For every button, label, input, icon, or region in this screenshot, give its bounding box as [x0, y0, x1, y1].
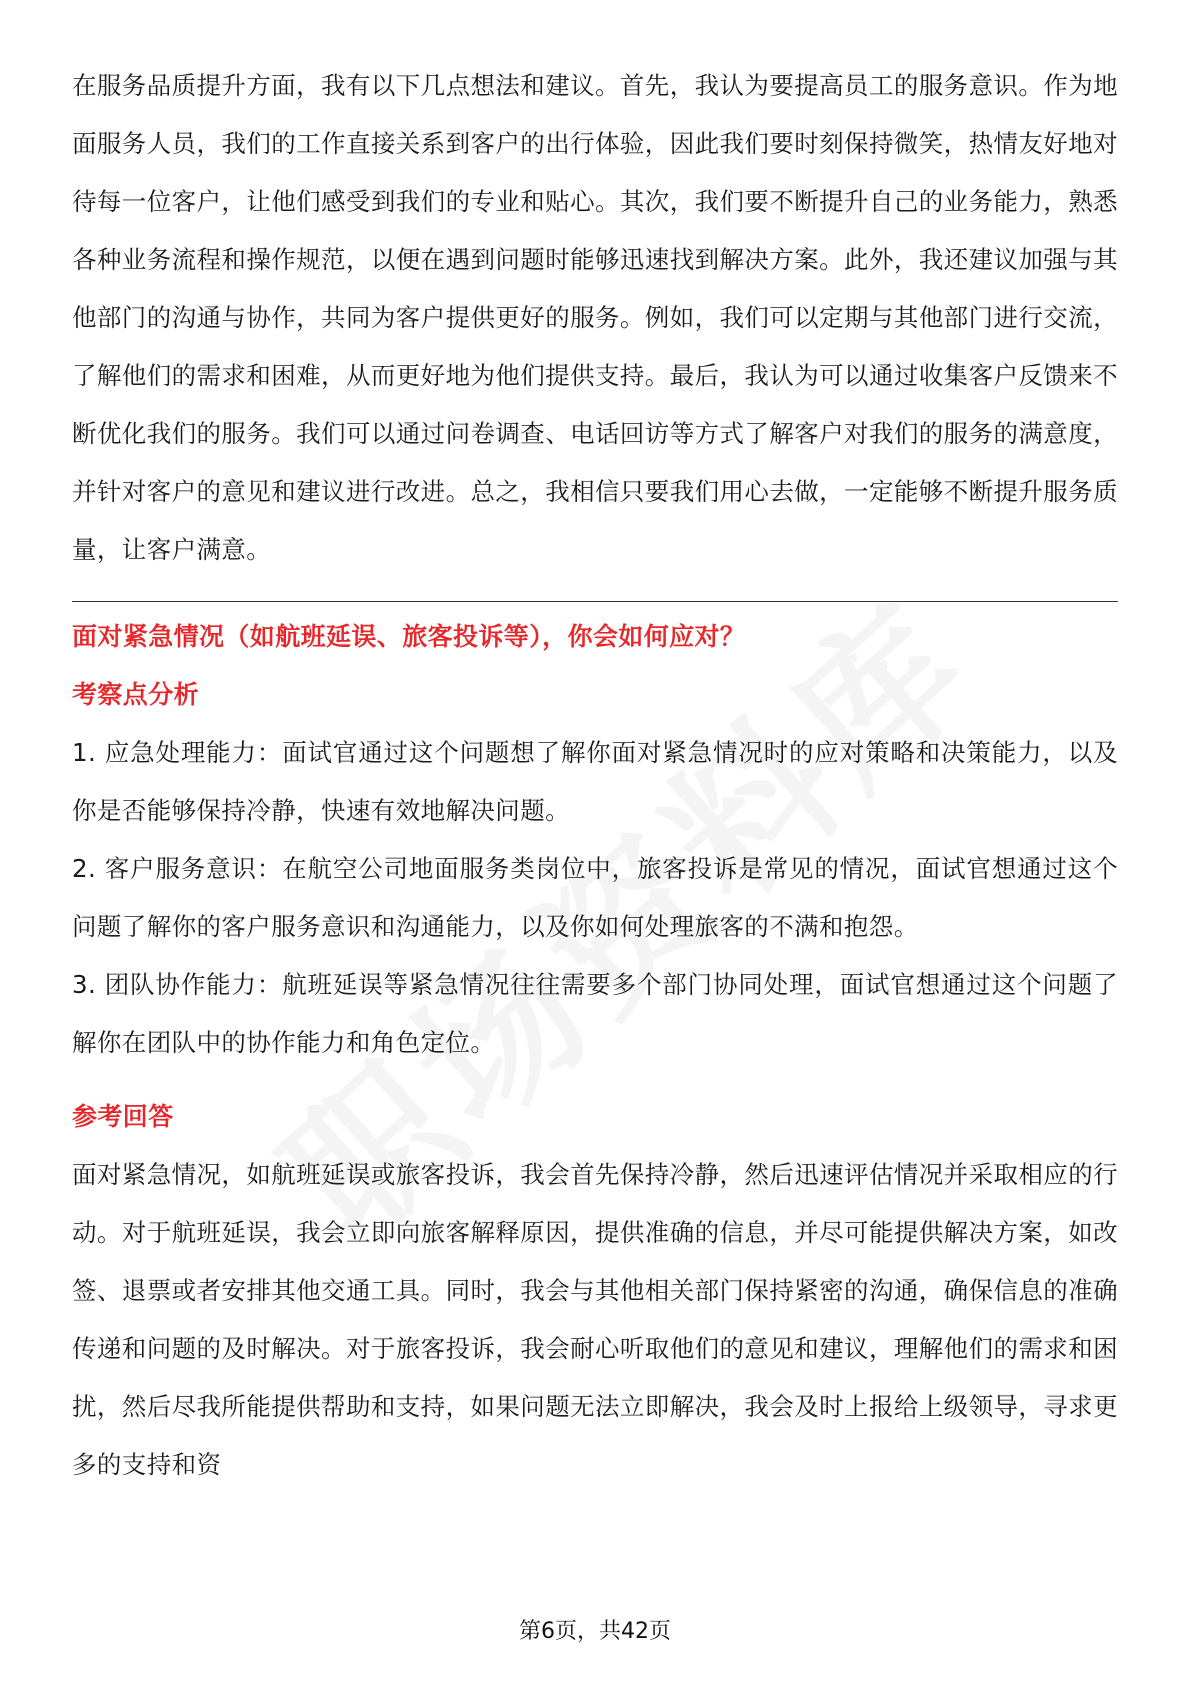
- analysis-heading: 考察点分析: [72, 680, 200, 709]
- section-divider: [72, 601, 1118, 602]
- reference-heading: 参考回答: [72, 1102, 174, 1131]
- analysis-item-3: 3. 团队协作能力：航班延误等紧急情况往往需要多个部门协同处理，面试官想通过这个问题了解你在团队中的协作能力和角色定位。: [72, 970, 1118, 1057]
- page-footer: 第6页，共42页: [519, 1619, 671, 1644]
- analysis-item-2: 2. 客户服务意识：在航空公司地面服务类岗位中，旅客投诉是常见的情况，面试官想通过这个问题了解你的客户服务意识和沟通能力，以及你如何处理旅客的不满和抱怨。: [72, 854, 1118, 941]
- question-title: 面对紧急情况（如航班延误、旅客投诉等），你会如何应对？: [72, 622, 746, 651]
- intro-paragraph: 在服务品质提升方面，我有以下几点想法和建议。首先，我认为要提高员工的服务意识。作为地面服务人员，我们的工作直接关系到客户的出行体验，因此我们要时刻保持微笑，热情友好地对待每一位客户，让他们感受到我们的专业和贴心。其次，我们要不断提升自己的业务能力，熟悉各种业务流程和操作规范，以便在遇到问题时能够迅速找到解决方案。此外，我还建议加强与其他部门的沟通与协作，共同为客户提供更好的服务。例如，我们可以定期与其他部门进行交流，了解他们的需求和困难，从而更好地为他们提供支持。最后，我认为可以通过收集客户反馈来不断优化我们的服务。我们可以通过问卷调查、电话回访等方式了解客户对我们的服务的满意度，并针对客户的意见和建议进行改进。总之，我相信只要我们用心去做，一定能够不断提升服务质量，让客户满意。: [72, 71, 1118, 564]
- analysis-item-1: 1. 应急处理能力：面试官通过这个问题想了解你面对紧急情况时的应对策略和决策能力，以及你是否能够保持冷静，快速有效地解决问题。: [72, 738, 1118, 825]
- document-page: [72, 57, 1118, 1494]
- reference-answer: 面对紧急情况，如航班延误或旅客投诉，我会首先保持冷静，然后迅速评估情况并采取相应的行动。对于航班延误，我会立即向旅客解释原因，提供准确的信息，并尽可能提供解决方案，如改签、退票或者安排其他交通工具。同时，我会与其他相关部门保持紧密的沟通，确保信息的准确传递和问题的及时解决。对于旅客投诉，我会耐心听取他们的意见和建议，理解他们的需求和困扰，然后尽我所能提供帮助和支持，如果问题无法立即解决，我会及时上报给上级领导，寻求更多的支持和资: [72, 1160, 1118, 1479]
